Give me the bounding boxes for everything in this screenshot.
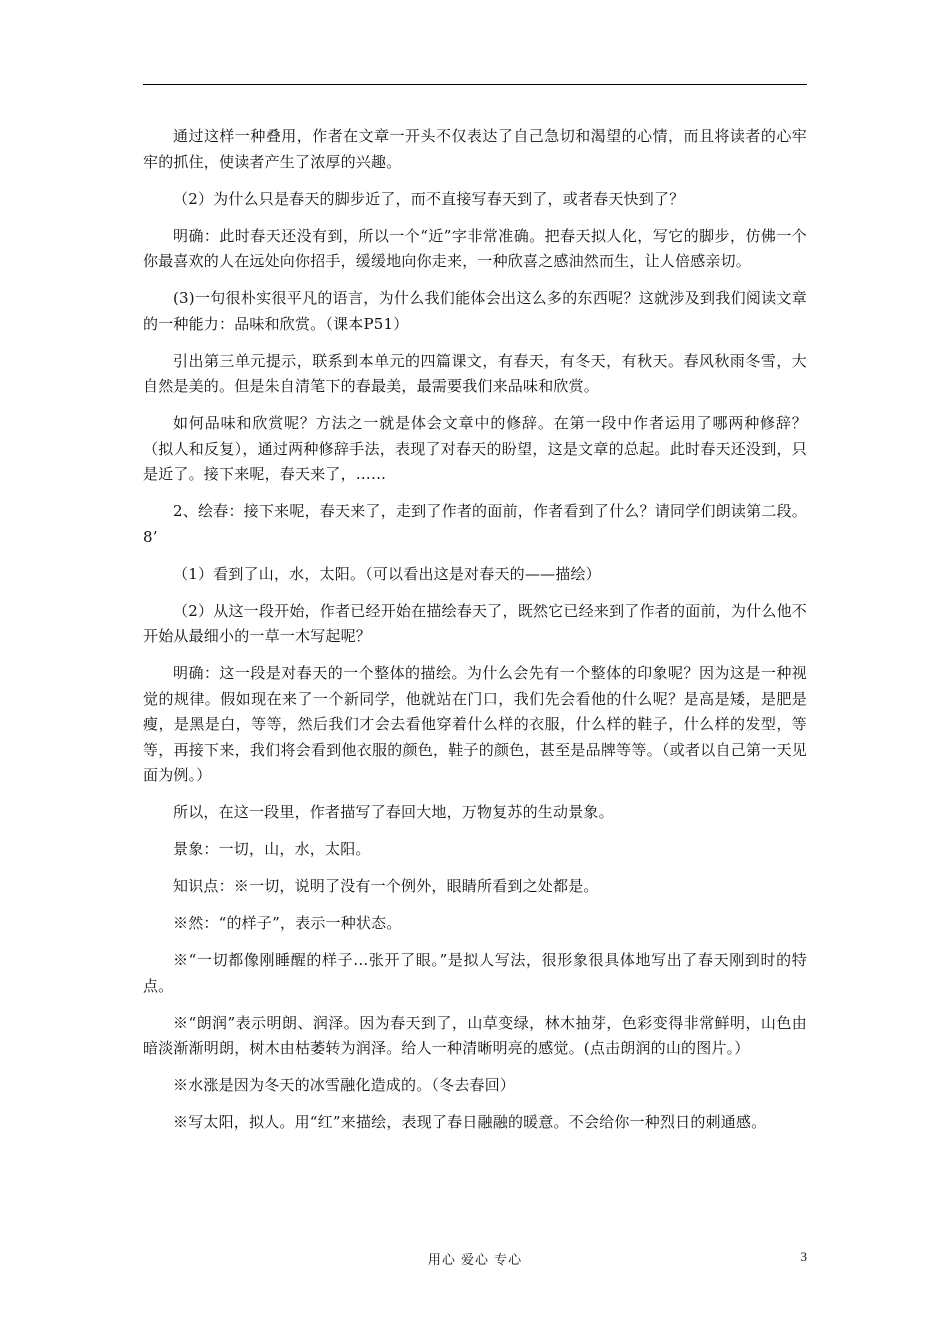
page-number: 3 bbox=[800, 1249, 807, 1264]
paragraph: ※写太阳，拟人。用“红”来描绘，表现了春日融融的暖意。不会给你一种烈日的刺通感。 bbox=[173, 1113, 767, 1131]
paragraph: 明确：这一段是对春天的一个整体的描绘。为什么会先有一个整体的印象呢？因为这是一种视觉的规律。假如现在来了一个新同学，他就站在门口，我们先会看他的什么呢？是高是矮，是肥是瘦，是黑是白，等等，然后我们才会去看他穿着什么样的衣服，什么样的鞋子，什么样的发型，等等，再接下来，我们将会看到他衣服的颜色，鞋子的颜色，甚至是品牌等等。（或者以自己第一天见面为例。） bbox=[143, 664, 807, 784]
paragraph: 景象：一切，山，水，太阳。 bbox=[173, 840, 371, 858]
paragraph: 知识点：※一切，说明了没有一个例外，眼睛所看到之处都是。 bbox=[173, 877, 599, 895]
paragraph: (3)一句很朴实很平凡的语言，为什么我们能体会出这么多的东西呢？这就涉及到我们阅读文章的一种能力：品味和欣赏。（课本P51） bbox=[143, 289, 807, 333]
paragraph: （2）从这一段开始，作者已经开始在描绘春天了，既然它已经来到了作者的面前，为什么他不开始从最细小的一草一木写起呢？ bbox=[143, 601, 807, 645]
paragraph: 明确：此时春天还没有到，所以一个“近”字非常准确。把春天拟人化，写它的脚步，仿佛一个你最喜欢的人在远处向你招手，缓缓地向你走来，一种欣喜之感油然而生，让人倍感亲切。 bbox=[143, 226, 807, 270]
paragraph: ※“朗润”表示明朗、润泽。因为春天到了，山草变绿，林木抽芽，色彩变得非常鲜明，山色由暗淡渐渐明朗，树木由枯萎转为润泽。给人一种清晰明亮的感觉。(点击朗润的山的图片。） bbox=[143, 1013, 807, 1057]
body-text bbox=[143, 124, 807, 1147]
header-rule bbox=[143, 84, 807, 85]
footer-motto: 用心 爱心 专心 bbox=[427, 1253, 523, 1268]
paragraph: ※“一切都像刚睡醒的样子…张开了眼。”是拟人写法，很形象很具体地写出了春天刚到时的特点。 bbox=[143, 951, 807, 995]
paragraph: （2）为什么只是春天的脚步近了，而不直接写春天到了，或者春天快到了？ bbox=[173, 189, 685, 208]
paragraph: （1）看到了山，水，太阳。（可以看出这是对春天的——描绘） bbox=[173, 564, 601, 583]
paragraph: ※水涨是因为冬天的冰雪融化造成的。（冬去春回） bbox=[173, 1076, 516, 1094]
paragraph: ※然：“的样子”，表示一种状态。 bbox=[173, 914, 402, 932]
paragraph: 2、绘春：接下来呢，春天来了，走到了作者的面前，作者看到了什么？请同学们朗读第二段。8’ bbox=[143, 502, 807, 546]
paragraph: 如何品味和欣赏呢？方法之一就是体会文章中的修辞。在第一段中作者运用了哪两种修辞？（拟人和反复），通过两种修辞手法，表现了对春天的盼望，这是文章的总起。此时春天还没到，只是近了。接下来呢，春天来了，…… bbox=[143, 414, 807, 483]
paragraph: 通过这样一种叠用，作者在文章一开头不仅表达了自己急切和渴望的心情，而且将读者的心牢牢的抓住，使读者产生了浓厚的兴趣。 bbox=[143, 127, 807, 171]
paragraph: 所以，在这一段里，作者描写了春回大地，万物复苏的生动景象。 bbox=[173, 803, 614, 821]
paragraph: 引出第三单元提示，联系到本单元的四篇课文，有春天，有冬天，有秋天。春风秋雨冬雪，大自然是美的。但是朱自清笔下的春最美，最需要我们来品味和欣赏。 bbox=[143, 351, 807, 395]
